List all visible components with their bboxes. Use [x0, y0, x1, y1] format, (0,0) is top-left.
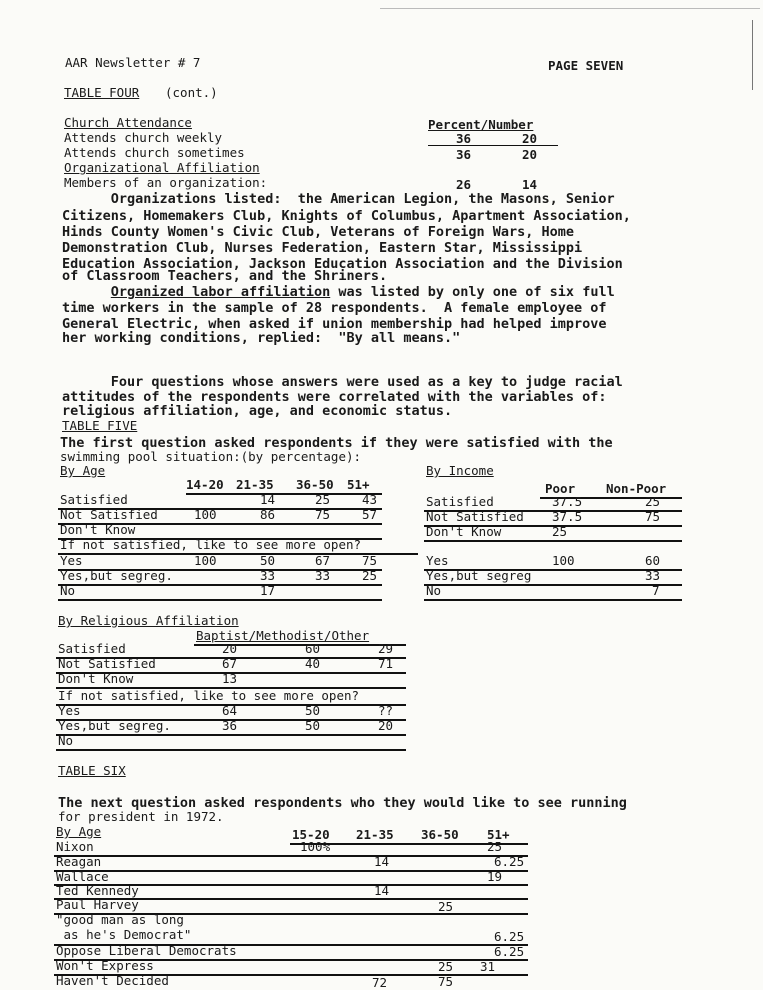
cell: 75 [438, 974, 454, 989]
row-label: Won't Express [56, 958, 154, 973]
row-label: Satisfied [426, 494, 494, 509]
age-col-header: 15-20 [292, 827, 330, 842]
row-label: Not Satisfied [58, 656, 156, 671]
row-rule [56, 749, 406, 751]
cell: 6.25 [494, 929, 525, 944]
cell: 40 [305, 656, 321, 671]
org-para-line: Hinds County Women's Civic Club, Veterans of Foreign Wars, Home [62, 224, 575, 240]
age-col-header: 51+ [487, 827, 510, 842]
cell: 37.5 [552, 509, 583, 524]
cell: 100 [194, 507, 217, 522]
cell: 25 [645, 494, 661, 509]
age-col-header: 21-35 [356, 827, 394, 842]
cell: 71 [378, 656, 394, 671]
row-rule [424, 584, 682, 586]
cell: 50 [305, 703, 321, 718]
row-label: Satisfied [58, 641, 126, 656]
row-rule [424, 599, 682, 601]
row-label: No [60, 583, 76, 598]
cell: 33 [645, 568, 661, 583]
age-heading: By Age [56, 824, 102, 839]
cell: ?? [378, 703, 394, 718]
cell: 100 [552, 553, 575, 568]
church-row-num: 20 [522, 147, 538, 162]
cell: 20 [378, 718, 394, 733]
church-row-num: 20 [522, 131, 538, 146]
cell: 14 [374, 883, 390, 898]
row-label: No [58, 733, 74, 748]
row-label: Yes,but segreg [426, 568, 532, 583]
cell: 25 [315, 492, 331, 507]
org-para-line: Organizations listed: the American Legion, the Masons, Senior [62, 191, 615, 207]
cell: 6.25 [494, 854, 525, 869]
row-label: Yes,but segreg. [58, 718, 171, 733]
labor-line: her working conditions, replied: "By all means." [62, 330, 461, 346]
labor-line: General Electric, when asked if union membership had helped improve [62, 316, 607, 332]
row-label: Oppose Liberal Democrats [56, 943, 237, 958]
cell: 100% [300, 839, 331, 854]
table-four-cont: (cont.) [165, 85, 218, 100]
table-five-question: The first question asked respondents if they were satisfied with the [60, 435, 613, 451]
cell: 25 [552, 524, 568, 539]
row-label: Paul Harvey [56, 897, 139, 912]
cell: 20 [222, 641, 238, 656]
row-label: Wallace [56, 869, 109, 884]
income-col-header: Non-Poor [606, 481, 667, 496]
age-col-header: 14-20 [186, 477, 224, 492]
org-row-num: 14 [522, 177, 538, 192]
org-para-line: Demonstration Club, Nurses Federation, Eastern Star, Mississippi [62, 240, 583, 256]
cell: 75 [645, 509, 661, 524]
row-label: Haven't Decided [56, 973, 169, 988]
row-label: Don't Know [60, 522, 136, 537]
labor-line [62, 286, 615, 300]
row-rule [58, 584, 382, 586]
labor-line-rest: was listed by only one of six full [330, 284, 615, 300]
cell: 31 [480, 959, 496, 974]
cell: 36 [222, 718, 238, 733]
age-header-rule [186, 493, 382, 495]
row-label: Not Satisfied [60, 507, 158, 522]
labor-line: time workers in the sample of 28 respondents. A female employee of [62, 300, 607, 316]
church-row-label: Attends church weekly [64, 130, 223, 145]
cell: 25 [438, 899, 454, 914]
cell: 75 [315, 507, 331, 522]
table-four-title: TABLE FOUR [64, 85, 140, 100]
if-not-satisfied: If not satisfied, like to see more open? [58, 688, 360, 703]
church-row-pct: 36 [456, 147, 472, 162]
row-label: Yes [426, 553, 449, 568]
church-heading: Church Attendance [64, 115, 192, 130]
church-row-label: Attends church sometimes [64, 145, 245, 160]
table-five-title: TABLE FIVE [62, 418, 138, 433]
cell: 17 [260, 583, 276, 598]
religion-heading: By Religious Affiliation [58, 613, 239, 628]
org-para-line: of Classroom Teachers, and the Shriners. [62, 268, 388, 284]
row-rule [54, 855, 528, 857]
cell: 14 [374, 854, 390, 869]
row-label: Don't Know [426, 524, 502, 539]
cell: 19 [487, 869, 503, 884]
cell: 60 [305, 641, 321, 656]
labor-term: Organized labor affiliation [110, 284, 331, 300]
cell: 25 [487, 839, 503, 854]
cell: 14 [260, 492, 276, 507]
income-heading: By Income [426, 463, 494, 478]
table-five-question: swimming pool situation:(by percentage): [60, 449, 362, 464]
page-number: PAGE SEVEN [548, 58, 624, 73]
row-label: Yes,but segreg. [60, 568, 173, 583]
religion-col-header: Baptist/Methodist/Other [196, 628, 370, 643]
cell: 33 [260, 568, 276, 583]
binding-edge [752, 20, 753, 90]
row-label: Nixon [56, 839, 94, 854]
age-heading: By Age [60, 463, 106, 478]
cell: 67 [222, 656, 238, 671]
church-row-pct: 36 [456, 131, 472, 146]
cell: 57 [362, 507, 378, 522]
cell: 64 [222, 703, 238, 718]
row-label: Don't Know [58, 671, 134, 686]
cell: 86 [260, 507, 276, 522]
table-six-question: The next question asked respondents who they would like to see running [58, 795, 627, 811]
row-label: Yes [58, 703, 81, 718]
age-col-header: 21-35 [236, 477, 274, 492]
cell: 67 [315, 553, 331, 568]
table-six-question: for president in 1972. [58, 809, 224, 824]
cell: 72 [372, 975, 388, 990]
cell: 60 [645, 553, 661, 568]
cell: 50 [260, 553, 276, 568]
if-not-satisfied: If not satisfied, like to see more open? [60, 537, 362, 552]
intro-line: Four questions whose answers were used as a key to judge racial [62, 374, 623, 390]
org-para-line: Education Association, Jackson Education Association and the Division [62, 256, 623, 272]
intro-line: religious affiliation, age, and economic status. [62, 403, 453, 419]
cell: 43 [362, 492, 378, 507]
age-col-header: 36-50 [296, 477, 334, 492]
row-label: Reagan [56, 854, 102, 869]
table-six-title: TABLE SIX [58, 763, 126, 778]
percent-number-heading: Percent/Number [428, 117, 534, 132]
row-rule [56, 734, 406, 736]
income-col-header: Poor [545, 481, 576, 496]
org-heading: Organizational Affiliation [64, 160, 260, 175]
row-rule [58, 599, 382, 601]
scan-edge-line [380, 8, 760, 9]
row-label: Satisfied [60, 492, 128, 507]
row-rule [54, 870, 528, 872]
cell: 13 [222, 671, 238, 686]
cell: 25 [438, 959, 454, 974]
cell: 100 [194, 553, 217, 568]
row-label: Not Satisfied [426, 509, 524, 524]
cell: 33 [315, 568, 331, 583]
row-label: "good man as long [56, 912, 184, 927]
age-col-header: 36-50 [421, 827, 459, 842]
cell: 50 [305, 718, 321, 733]
row-rule [424, 540, 682, 542]
age-col-header: 51+ [347, 477, 370, 492]
org-row-pct: 26 [456, 177, 472, 192]
intro-line: attitudes of the respondents were correlated with the variables of: [62, 389, 607, 405]
row-label: as he's Democrat" [56, 927, 192, 942]
cell: 25 [362, 568, 378, 583]
newsletter-title: AAR Newsletter # 7 [65, 55, 201, 70]
cell: 75 [362, 553, 378, 568]
cell: 7 [652, 583, 660, 598]
cell: 6.25 [494, 944, 525, 959]
row-label: No [426, 583, 442, 598]
cell: 29 [378, 641, 394, 656]
org-para-line: Citizens, Homemakers Club, Knights of Columbus, Apartment Association, [62, 208, 631, 224]
org-row-label: Members of an organization: [64, 175, 268, 190]
row-label: Ted Kennedy [56, 883, 139, 898]
cell: 37.5 [552, 494, 583, 509]
church-row-rule [428, 145, 558, 146]
row-label: Yes [60, 553, 83, 568]
